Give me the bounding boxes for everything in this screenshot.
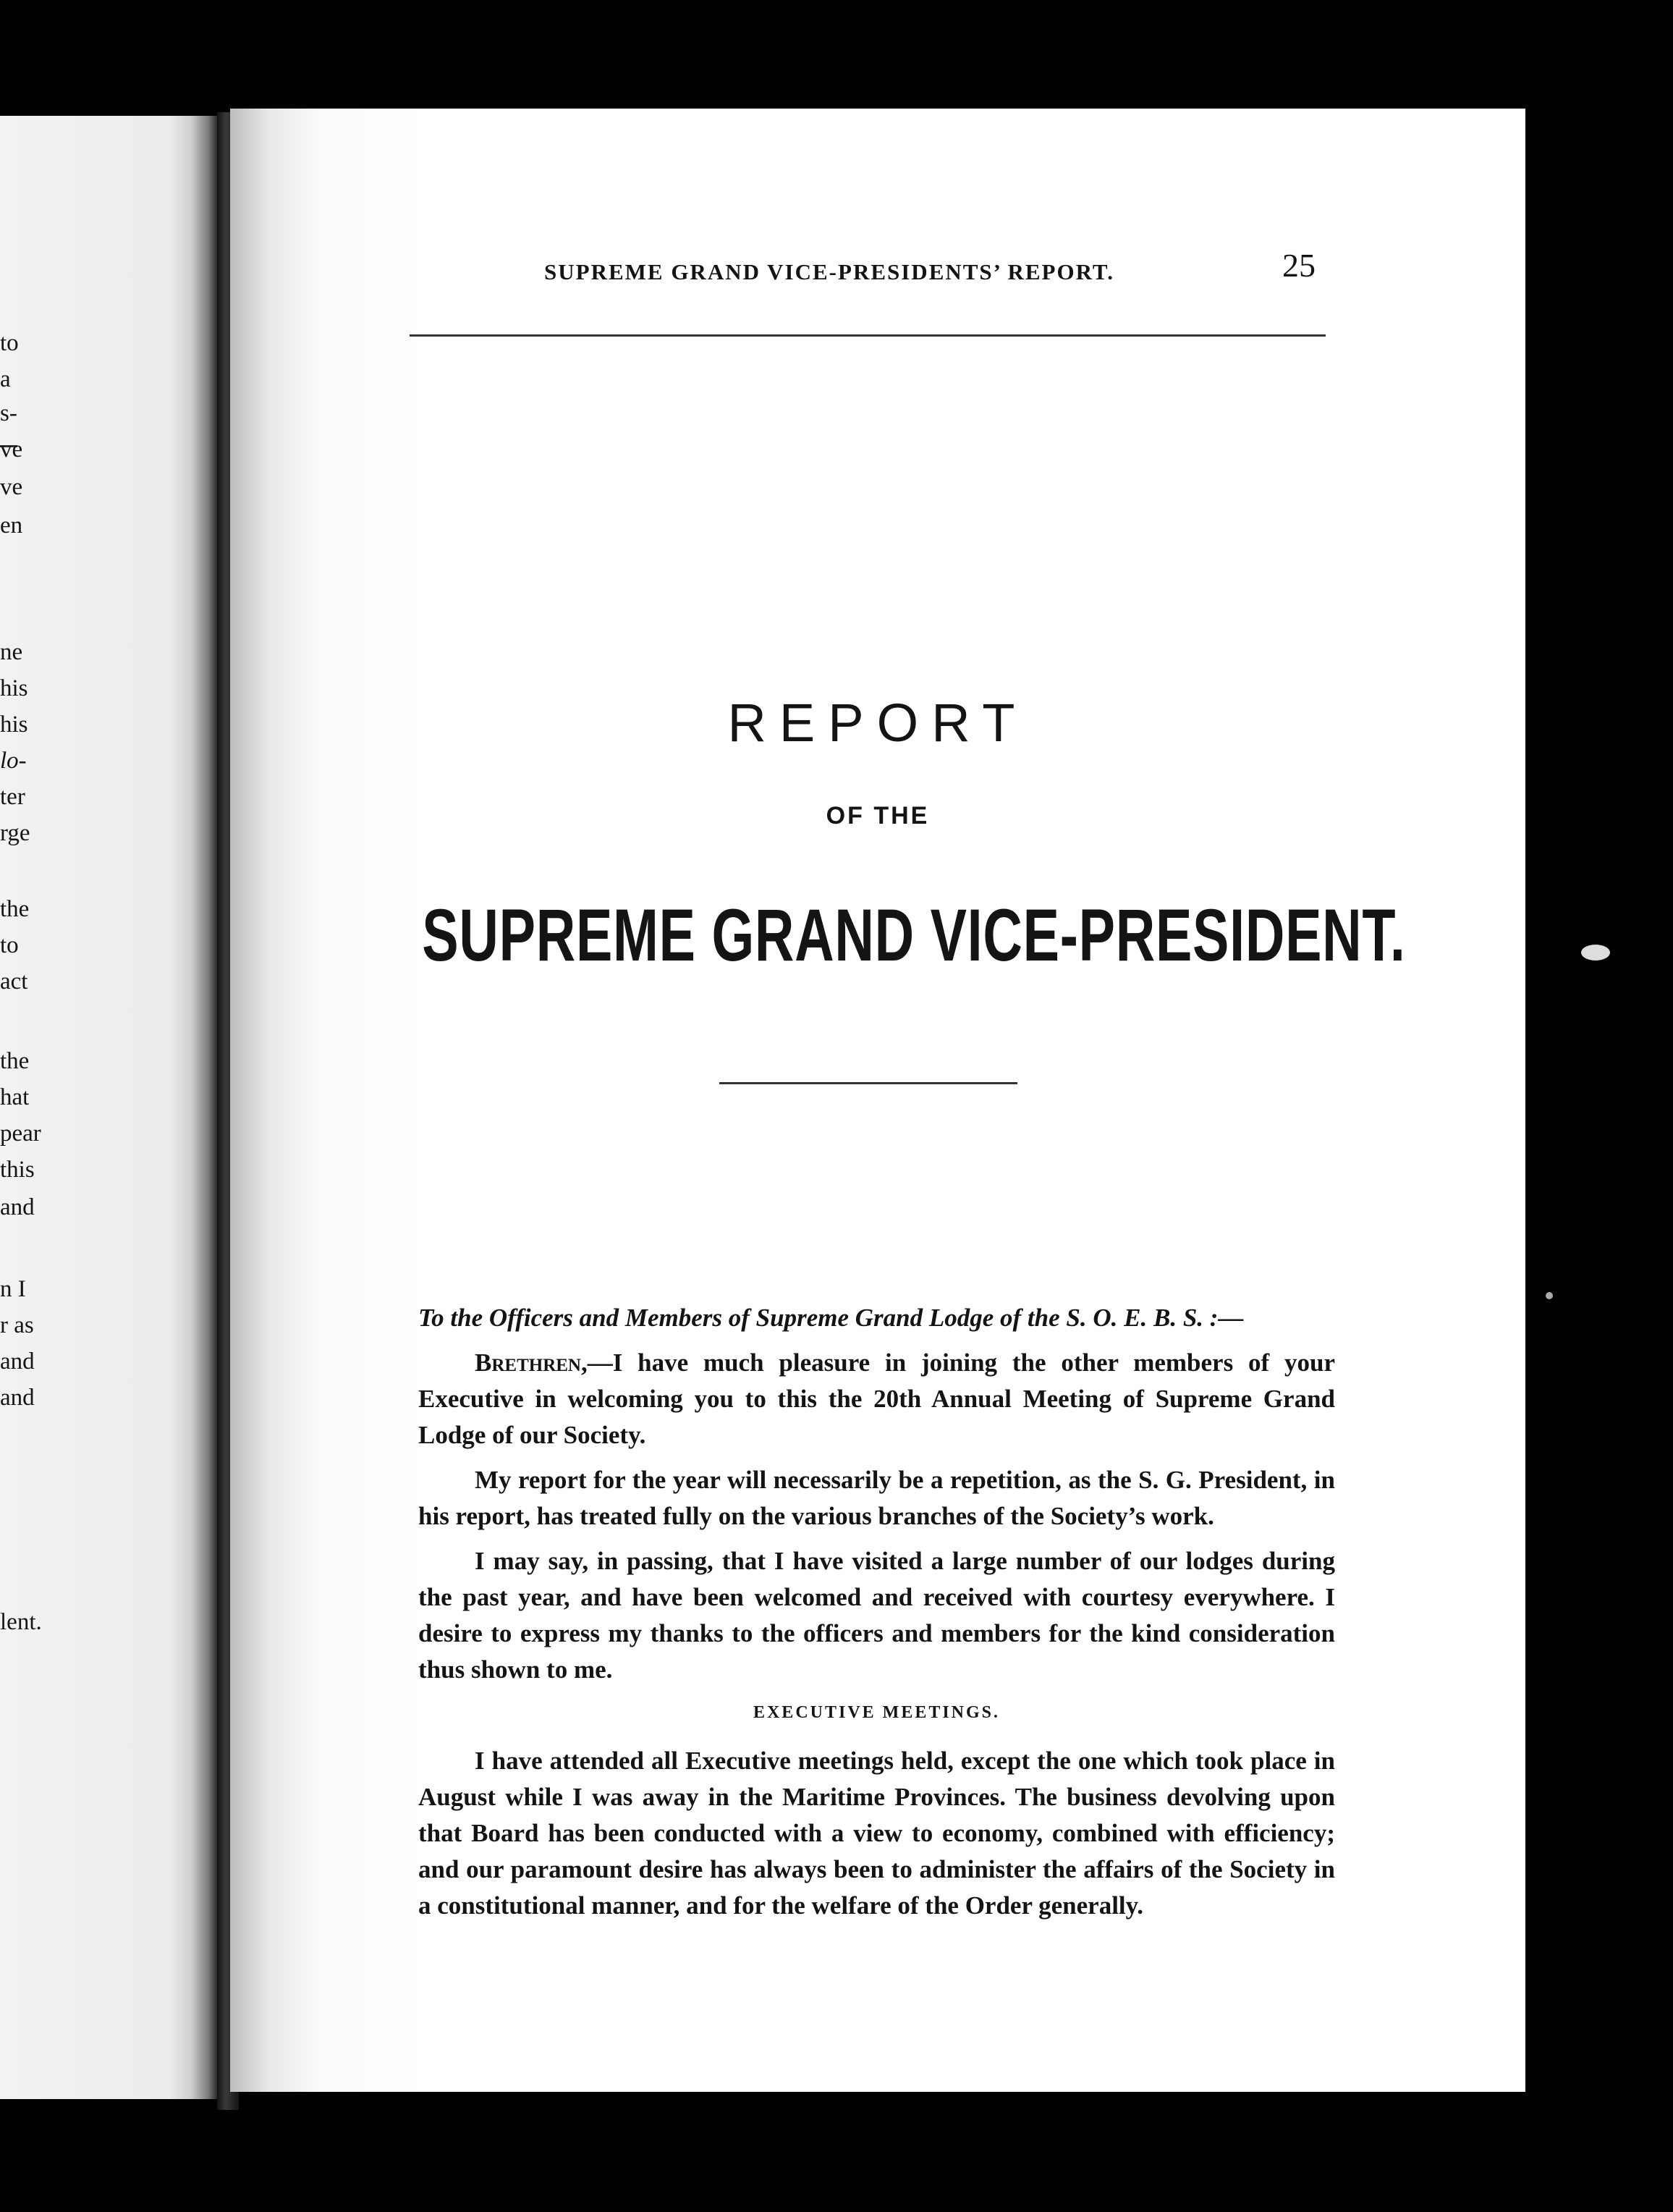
paragraph-1 — [418, 1345, 1335, 1453]
left-page-fragment: this — [0, 1157, 35, 1183]
left-page-fragment: ve — [0, 436, 23, 463]
report-subtitle: OF THE — [826, 802, 930, 830]
left-page-fragment: s- — [0, 400, 17, 426]
title-rule — [719, 1082, 1017, 1084]
paragraph-3: I may say, in passing, that I have visited a large number of our lodges during the past year, and have been welcomed and received with courtesy everywhere. I desire to express my thanks to the officers and members for the kind consideration thus shown to me. — [418, 1547, 1335, 1684]
left-page-fragment: ve — [0, 474, 23, 500]
left-page-fragment: act — [0, 968, 28, 995]
running-head: SUPREME GRAND VICE-PRESIDENTS’ REPORT. — [544, 259, 1114, 284]
paragraph-1-text: —I have much pleasure in joining the other members of your Executive in welcoming you to this the 20th Annual Meeting of Supreme Grand Lodge of our Society. — [418, 1348, 1335, 1449]
address-line: To the Officers and Members of Supreme Grand Lodge of the S. O. E. B. S. :— — [418, 1304, 1244, 1332]
paragraph-4: I have attended all Executive meetings held, except the one which took place in August while I was away in the Maritime Provinces. The business devolving upon that Board has been conducted with a view to economy, combined with efficiency; and our paramount desire has always been to administer the affairs of the Society in a constitutional manner, and for the welfare of the Order generally. — [418, 1747, 1335, 1920]
paragraph-2: My report for the year will necessarily be a repetition, as the S. G. President, in his report, has treated fully on the various branches of the Society’s work. — [418, 1466, 1335, 1530]
left-page-fragment: to — [0, 330, 19, 356]
left-page-fragment: n I — [0, 1276, 26, 1302]
header-rule — [410, 334, 1326, 337]
dust-speck — [1581, 945, 1610, 961]
left-facing-page — [0, 116, 217, 2099]
left-page-fragment: en — [0, 512, 23, 539]
report-title: REPORT — [727, 693, 1028, 753]
left-page-fragment: and — [0, 1385, 35, 1411]
left-page-fragment: his — [0, 712, 28, 738]
left-page-fragment: the — [0, 896, 30, 922]
main-title: SUPREME GRAND VICE-PRESIDENT. — [422, 894, 1406, 976]
left-page-fragment: pear — [0, 1120, 41, 1147]
left-page-fragment: and — [0, 1194, 35, 1220]
left-page-fragment: lo- — [0, 748, 27, 774]
left-page-fragment: the — [0, 1048, 30, 1074]
left-page-fragment: r as — [0, 1312, 34, 1338]
left-page-fragment: to — [0, 932, 19, 958]
section-heading: EXECUTIVE MEETINGS. — [753, 1703, 1001, 1722]
left-page-fragment: ter — [0, 784, 25, 810]
page-number: 25 — [1282, 247, 1316, 284]
left-page-fragment: ne — [0, 639, 23, 665]
dust-speck — [1546, 1292, 1553, 1299]
left-page-fragment: and — [0, 1348, 35, 1375]
report-body — [418, 1300, 1335, 1933]
left-page-fragment: lent. — [0, 1609, 42, 1635]
left-page-fragment: his — [0, 675, 28, 701]
left-page-fragment: hat — [0, 1084, 30, 1110]
book-page — [230, 109, 1525, 2092]
left-page-fragment: rge — [0, 820, 30, 846]
left-page-fragment: a — [0, 366, 11, 392]
salutation: Brethren, — [475, 1348, 588, 1377]
